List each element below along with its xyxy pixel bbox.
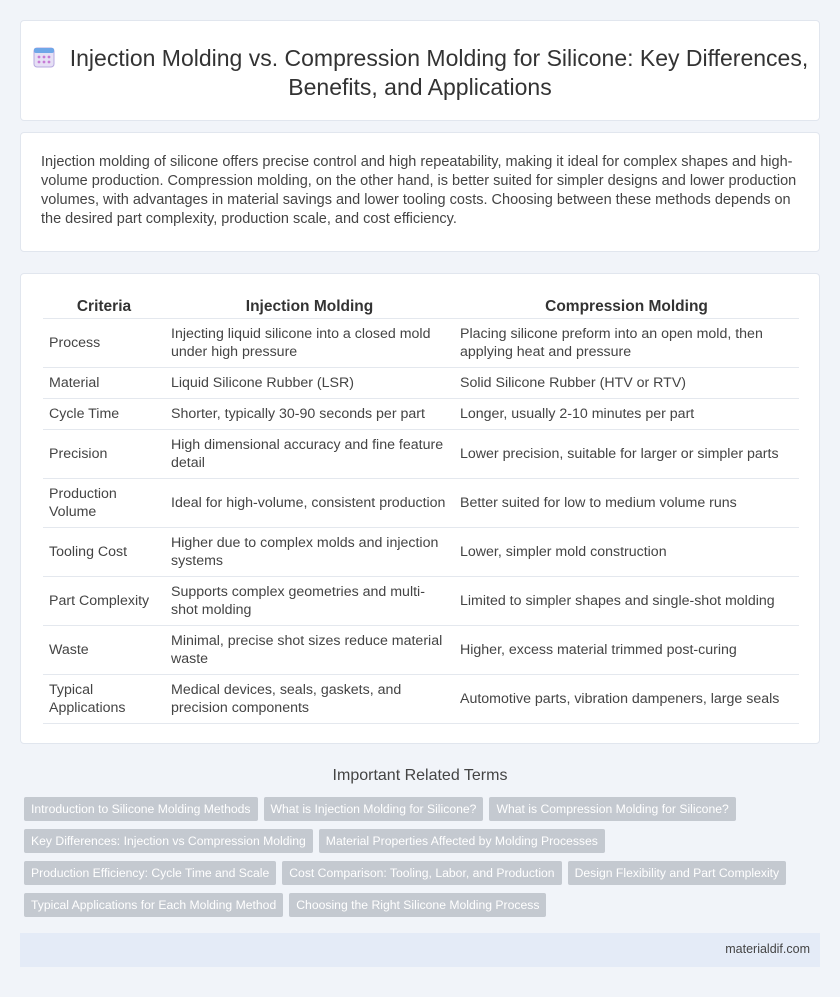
footer bbox=[20, 933, 820, 967]
table-row bbox=[43, 527, 799, 576]
injection-cell: Medical devices, seals, gaskets, and precision components bbox=[165, 674, 454, 723]
related-term-tag[interactable]: What is Compression Molding for Silicone? bbox=[489, 797, 735, 821]
related-term-tag[interactable]: Introduction to Silicone Molding Methods bbox=[24, 797, 258, 821]
criteria-cell: Process bbox=[43, 318, 165, 367]
injection-cell: Liquid Silicone Rubber (LSR) bbox=[165, 367, 454, 398]
criteria-cell: Precision bbox=[43, 429, 165, 478]
injection-cell: Shorter, typically 30-90 seconds per part bbox=[165, 398, 454, 429]
table-row bbox=[43, 318, 799, 367]
injection-cell: High dimensional accuracy and fine feature detail bbox=[165, 429, 454, 478]
compression-cell: Lower precision, suitable for larger or simpler parts bbox=[454, 429, 799, 478]
related-term-tag[interactable]: Cost Comparison: Tooling, Labor, and Production bbox=[282, 861, 561, 885]
header-injection: Injection Molding bbox=[165, 296, 454, 318]
table-header-row bbox=[43, 296, 799, 318]
related-terms-title: Important Related Terms bbox=[332, 767, 508, 784]
compression-cell: Higher, excess material trimmed post-curing bbox=[454, 625, 799, 674]
table-row bbox=[43, 625, 799, 674]
comparison-table bbox=[43, 296, 799, 724]
header-card bbox=[20, 20, 820, 121]
table-row bbox=[43, 398, 799, 429]
table-row bbox=[43, 478, 799, 527]
related-term-tag[interactable]: Choosing the Right Silicone Molding Process bbox=[289, 893, 546, 917]
injection-cell: Supports complex geometries and multi-shot molding bbox=[165, 576, 454, 625]
table-row bbox=[43, 674, 799, 723]
criteria-cell: Production Volume bbox=[43, 478, 165, 527]
criteria-cell: Cycle Time bbox=[43, 398, 165, 429]
page-title: Injection Molding vs. Compression Molding for Silicone: Key Differences, Benefits, and Applications bbox=[69, 45, 809, 100]
related-term-tag[interactable]: Production Efficiency: Cycle Time and Scale bbox=[24, 861, 276, 885]
header-criteria: Criteria bbox=[43, 296, 165, 318]
table-row bbox=[43, 576, 799, 625]
compression-cell: Automotive parts, vibration dampeners, large seals bbox=[454, 674, 799, 723]
page-title-wrap bbox=[21, 44, 819, 102]
criteria-cell: Tooling Cost bbox=[43, 527, 165, 576]
compression-cell: Better suited for low to medium volume runs bbox=[454, 478, 799, 527]
injection-cell: Minimal, precise shot sizes reduce material waste bbox=[165, 625, 454, 674]
related-terms-list bbox=[24, 797, 804, 925]
intro-paragraph: Injection molding of silicone offers precise control and high repeatability, making it ideal for complex shapes and high-volume production. Compression molding, on the other hand, is better suited for simpler designs and lower production volumes, with advantages in material savings and lower tooling costs. Choosing between these methods depends on the desired part complexity, production scale, and cost efficiency. bbox=[41, 154, 797, 227]
related-term-tag[interactable]: Key Differences: Injection vs Compression Molding bbox=[24, 829, 313, 853]
criteria-cell: Material bbox=[43, 367, 165, 398]
compression-cell: Longer, usually 2-10 minutes per part bbox=[454, 398, 799, 429]
related-term-tag[interactable]: Design Flexibility and Part Complexity bbox=[568, 861, 787, 885]
compression-cell: Placing silicone preform into an open mold, then applying heat and pressure bbox=[454, 318, 799, 367]
injection-cell: Ideal for high-volume, consistent production bbox=[165, 478, 454, 527]
criteria-cell: Waste bbox=[43, 625, 165, 674]
header-compression: Compression Molding bbox=[454, 296, 799, 318]
table-row bbox=[43, 429, 799, 478]
criteria-cell: Part Complexity bbox=[43, 576, 165, 625]
compression-cell: Solid Silicone Rubber (HTV or RTV) bbox=[454, 367, 799, 398]
criteria-cell: Typical Applications bbox=[43, 674, 165, 723]
related-term-tag[interactable]: What is Injection Molding for Silicone? bbox=[264, 797, 484, 821]
related-term-tag[interactable]: Material Properties Affected by Molding Processes bbox=[319, 829, 605, 853]
table-row bbox=[43, 367, 799, 398]
compression-cell: Limited to simpler shapes and single-shot molding bbox=[454, 576, 799, 625]
calendar-icon bbox=[32, 45, 56, 69]
injection-cell: Injecting liquid silicone into a closed mold under high pressure bbox=[165, 318, 454, 367]
comparison-card bbox=[20, 273, 820, 744]
compression-cell: Lower, simpler mold construction bbox=[454, 527, 799, 576]
intro-card bbox=[20, 132, 820, 252]
footer-site[interactable]: materialdif.com bbox=[725, 942, 810, 956]
injection-cell: Higher due to complex molds and injection systems bbox=[165, 527, 454, 576]
related-term-tag[interactable]: Typical Applications for Each Molding Method bbox=[24, 893, 283, 917]
